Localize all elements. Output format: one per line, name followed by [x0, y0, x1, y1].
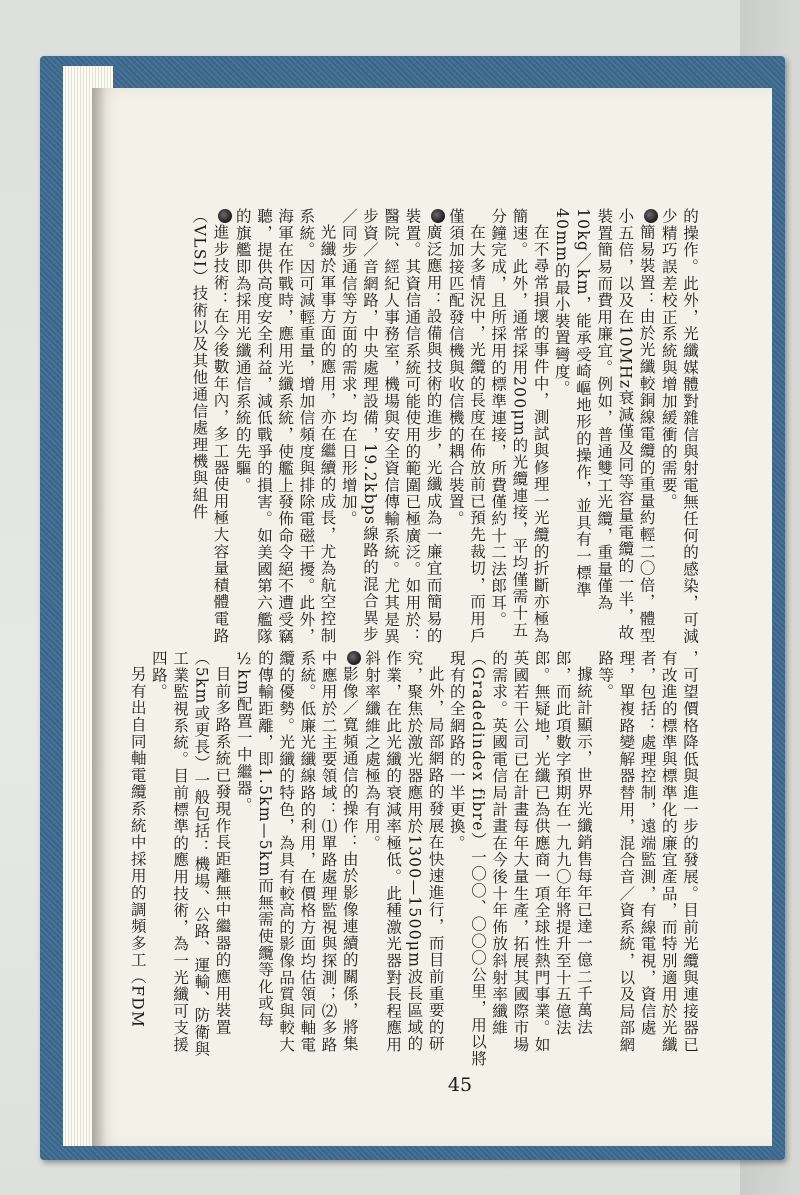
spine-shadow: [92, 88, 106, 1146]
paragraph: 光纖於軍事方面的應用，亦在繼續的成長，尤為航空控制系統。因可減輕重量，增加信頻度與排除電磁干擾。此外，海軍在作戰時，應用光纖系統，使艦上發佈命令絕不遭受竊聽，提供高度安全利益，減低戰爭的損害。如美國第六艦隊的旗艦即為採用光纖通信系統的先驅。: [233, 208, 337, 645]
paragraph: 進步技術：在今後數年內，多工器使用極大容量積體電路（VLSI）技術以及其他通信處理機與組件: [190, 208, 230, 644]
paragraph: ，可望價格降低與進一步的發展。目前光纜與連接器已有改進的標準與標準化的廉宜產品，而特別適用於光纖者，包括：處理控制，遠端監測，有線電視，資信處理，單複路變解器替用，混合音／資系統，以及局部網路等。: [596, 650, 699, 1054]
paragraph: 廣泛應用：設備與技術的進步，光纖成為一廉宜而簡易的裝置。其資信通信系統可能使用的範圍已極廣泛。如用於：醫院、經紀人事務室，機場與安全資信傳輸系統。尤其是異步資／音網路，中央處理設備，19.2kbps線路的混合異步／同步通信等方面的需求，均在日形增加。: [339, 208, 443, 645]
bottom-text-column: [128, 650, 700, 1068]
paragraph: 另有出自同軸電纜系統中採用的調頻多工（FDM: [128, 665, 147, 1028]
bullet-icon: [644, 209, 658, 223]
page-number: 45: [447, 1074, 473, 1096]
bullet-icon: [431, 209, 445, 223]
paragraph: 在不尋常損壞的事件中，測試與修理一光纜的折斷亦極為簡速。此外，通常採用200μm的光纜連接，平均僅需十五分鐘完成，且所採用的標準連接，所費僅約十二法郎耳。: [489, 208, 550, 644]
paragraph: 簡易裝置：由於光纖較銅線電纜的重量約輕二〇倍，體型小五倍，以及在10MHz衰減僅及同等容量電纜的一半，故裝置簡易而費用廉宜。例如，普通雙工光纜，重量僅為10kg／km，能承受崎嶇地形的操作，並具有一標準40mm的最小裝置彎度。: [552, 208, 656, 644]
top-text-column: [156, 208, 700, 648]
paragraph: 據統計顯示，世界光纖銷售每年已達一億二千萬法郎，而此項數字預期在一九九〇年將提升至十五億法郎。無疑地，光纖已為供應商一項全球性熱門事業。如英國若干公司已在計畫每年大量生產，拓展其國際市場的需求。英國電信局計畫在今後十年佈放斜射率纖維（Gradedindex fibre）一〇〇、〇〇〇公里，用以將現有的全網路的一半更換。: [447, 650, 593, 1068]
bullet-icon: [347, 651, 361, 665]
paragraph: 此外，局部網路的發展在快速進行，而目前重要的研究，聚焦於激光器應用於1300—1500μm波長區域的作業，在此光纖的衰減率極低。此種激光器對長程應用斜射率纖維之處極為有用。: [362, 650, 445, 1054]
paragraph: 影像／寬頻通信的操作：由於影像連續的關係，將集中應用於二主要領域：⑴單路處理監視與探測；⑵多路系統。低廉光纖線路的利用，在價格方面均估領同軸電纜的優勢。光纖的特色，為具有較高的影像品質與較大的傳輸距離，即1.5km—5km而無需使纜等化或每½km配置一中繼器。: [234, 650, 359, 1054]
paragraph: 在大多情況中，光纜的長度在佈放前已預先裁切，而用戶僅須加接匹配發信機與收信機的耦合裝置。: [446, 208, 486, 644]
bullet-icon: [218, 209, 232, 223]
paragraph: 目前多路系統已發現作長距離無中繼器的應用裝置（5km或更長）一般包括：機場、公路、運輸、防衛與工業監視系統。目前標準的應用技術，為一光纖可支援四路。: [149, 650, 232, 1058]
paragraph: 的操作。此外，光纖媒體對雜信與射電無任何的感染，可減少精巧誤差校正系統與增加緩衝的需要。: [659, 208, 699, 645]
